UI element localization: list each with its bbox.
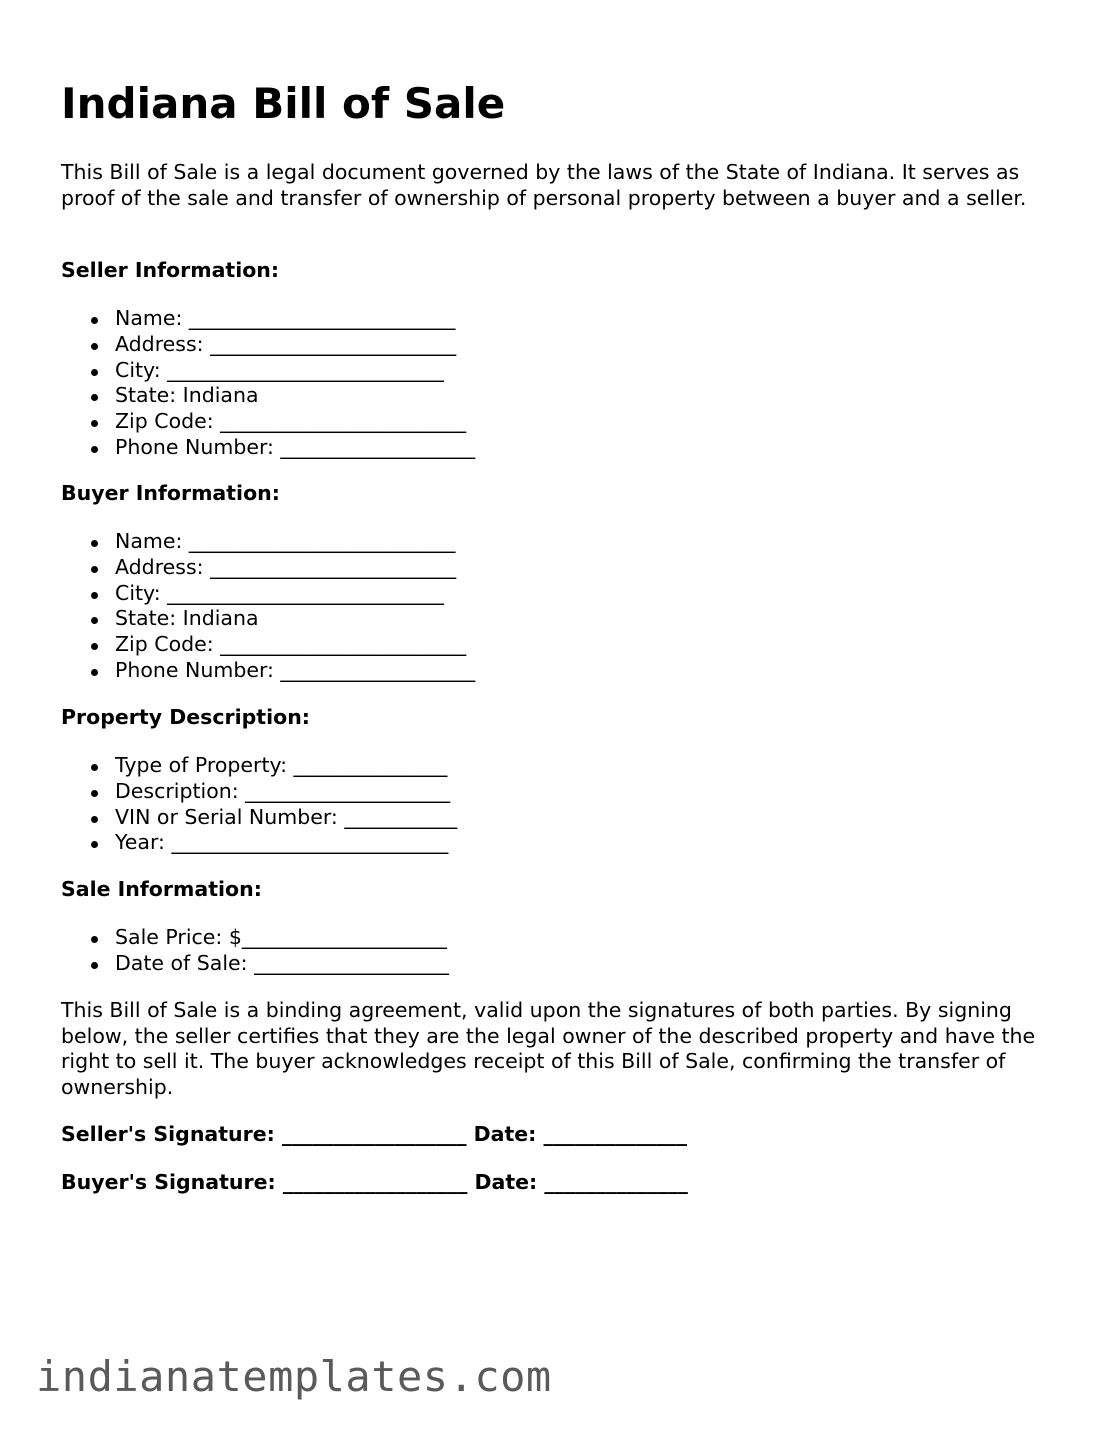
seller-address-field: Address: ________________________ [115,331,457,356]
list-item [61,606,475,632]
list-item [61,383,475,409]
seller-signature-line: Seller's Signature: __________________ Date: ______________ [61,1122,688,1146]
buyer-signature-line: Buyer's Signature: __________________ Date: ______________ [61,1170,688,1194]
sale-heading: Sale Information: [61,877,262,901]
bullet-icon [91,669,98,676]
list-item [61,658,475,684]
list-item [61,409,475,435]
buyer-fields [61,529,475,684]
sale-price-field: Sale Price: $____________________ [115,925,447,949]
property-year-field: Year: ___________________________ [115,830,449,855]
buyer-heading: Buyer Information: [61,481,280,505]
page-title: Indiana Bill of Sale [61,79,506,128]
buyer-state-field: State: Indiana [115,606,259,631]
list-item [61,805,457,831]
property-heading: Property Description: [61,705,310,729]
bullet-icon [91,816,98,823]
list-item [61,925,449,951]
bullet-icon [91,566,98,573]
seller-state-field: State: Indiana [115,383,259,408]
seller-zip-field: Zip Code: ________________________ [115,409,467,434]
seller-phone-field: Phone Number: ___________________ [115,434,476,459]
buyer-zip-field: Zip Code: ________________________ [115,632,467,657]
bullet-icon [91,962,98,969]
bullet-icon [91,317,98,324]
list-item [61,830,457,856]
buyer-city-field: City: ___________________________ [115,580,444,605]
list-item [61,435,475,461]
seller-heading: Seller Information: [61,258,280,282]
list-item [61,332,475,358]
bullet-icon [91,841,98,848]
bullet-icon [91,617,98,624]
bullet-icon [91,643,98,650]
list-item [61,555,475,581]
list-item [61,529,475,555]
buyer-name-field: Name: __________________________ [115,529,456,553]
bullet-icon [91,369,98,376]
watermark: indianatemplates.com [36,1352,552,1401]
agreement-paragraph: This Bill of Sale is a binding agreement, valid upon the signatures of both parties. By signing below, the seller certifies that they are the legal owner of the described property and have the right to sell it. The buyer acknowledges receipt of this Bill of Sale, confirming the transfer of ownership. [61,998,1036,1099]
sale-date-field: Date of Sale: ___________________ [115,950,449,975]
bullet-icon [91,446,98,453]
seller-fields [61,306,475,461]
intro-paragraph: This Bill of Sale is a legal document governed by the laws of the State of Indiana. It serves as proof of the sale and transfer of ownership of personal property between a buyer and a seller. [61,160,1027,210]
bullet-icon [91,764,98,771]
list-item [61,581,475,607]
property-vin-field: VIN or Serial Number: ___________ [115,804,458,829]
list-item [61,753,457,779]
list-item [61,779,457,805]
bullet-icon [91,936,98,943]
property-description-field: Description: ____________________ [115,778,451,803]
bullet-icon [91,790,98,797]
bullet-icon [91,394,98,401]
bullet-icon [91,540,98,547]
sale-fields [61,925,449,977]
bullet-icon [91,343,98,350]
list-item [61,358,475,384]
list-item [61,306,475,332]
property-fields [61,753,457,856]
list-item [61,632,475,658]
seller-city-field: City: ___________________________ [115,357,444,382]
buyer-phone-field: Phone Number: ___________________ [115,657,476,682]
seller-name-field: Name: __________________________ [115,306,456,330]
property-type-field: Type of Property: _______________ [115,753,448,777]
bullet-icon [91,420,98,427]
bullet-icon [91,592,98,599]
list-item [61,951,449,977]
buyer-address-field: Address: ________________________ [115,554,457,579]
